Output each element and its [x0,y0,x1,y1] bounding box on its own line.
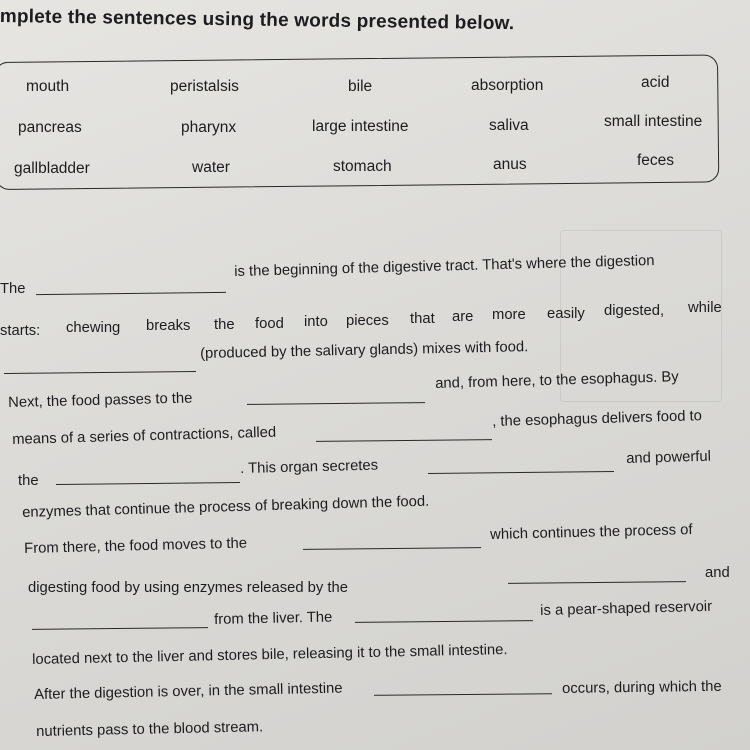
passage-text: enzymes that continue the process of breaking down the food. [22,493,430,521]
passage-text: which continues the process of [490,522,693,543]
word-bank-item: large intestine [312,118,409,135]
answer-blank-8[interactable] [508,581,686,584]
passage-text: occurs, during which the [562,678,722,697]
passage-text: (produced by the salivary glands) mixes with food. [200,339,529,362]
passage-text: breaks [146,318,191,334]
word-bank-item: pancreas [18,119,82,136]
answer-blank-2[interactable] [4,371,196,374]
word-bank-item: feces [637,152,675,169]
passage-text: while [688,300,722,316]
passage-text: more [492,307,526,323]
passage-text: Next, the food passes to the [8,390,193,411]
answer-blank-5[interactable] [56,482,240,485]
passage-text: pieces [346,313,389,329]
answer-blank-4[interactable] [316,439,492,442]
word-bank-item: saliva [489,117,529,134]
passage-text: easily [547,306,585,322]
passage-text: . This organ secretes [240,457,379,477]
passage-text: and powerful [626,448,712,467]
passage-text: nutrients pass to the blood stream. [36,719,264,740]
passage-text: After the digestion is over, in the small intestine [34,680,343,703]
answer-blank-1[interactable] [36,292,226,295]
passage-text: digesting food by using enzymes released by the [28,580,348,596]
passage-text: digested, [604,303,665,319]
passage-text: and, from here, to the esophagus. By [435,369,679,392]
word-bank-item: small intestine [604,113,703,130]
answer-blank-3[interactable] [247,402,425,405]
word-bank-item: stomach [333,158,392,175]
passage-text: , the esophagus delivers food to [492,408,703,430]
word-bank-item: mouth [26,78,70,95]
passage-text: is a pear-shaped reservoir [540,598,713,619]
answer-blank-10[interactable] [355,620,533,623]
passage-text: and [705,565,730,581]
word-bank-item: bile [348,78,373,95]
passage-text: The [0,281,26,297]
instructions-title: mplete the sentences using the words presented below. [0,6,515,35]
passage-text: that [410,311,435,327]
passage-text: starts: [0,323,41,339]
answer-blank-9[interactable] [32,627,208,630]
word-bank-item: gallbladder [14,160,90,177]
passage-text: the [214,317,235,333]
answer-blank-7[interactable] [303,547,481,550]
passage-text: into [304,314,328,330]
passage-text: the [18,473,39,489]
word-bank-item: peristalsis [170,78,239,95]
word-bank-item: pharynx [181,119,237,136]
word-bank-item: anus [493,156,527,173]
answer-blank-11[interactable] [374,693,552,696]
word-bank-item: absorption [471,77,544,94]
passage-text: located next to the liver and stores bile, releasing it to the small intestine. [32,642,508,668]
passage-text: is the beginning of the digestive tract. That's where the digestion [234,252,655,280]
passage-text: are [452,309,474,325]
word-bank-item: water [192,159,230,176]
passage-text: from the liver. The [214,609,333,628]
word-bank-item: acid [641,74,670,91]
passage-text: means of a series of contractions, called [12,424,277,448]
passage-text: From there, the food moves to the [24,535,248,557]
passage-text: chewing [66,320,121,336]
answer-blank-6[interactable] [428,471,614,474]
passage-text: food [255,316,284,332]
